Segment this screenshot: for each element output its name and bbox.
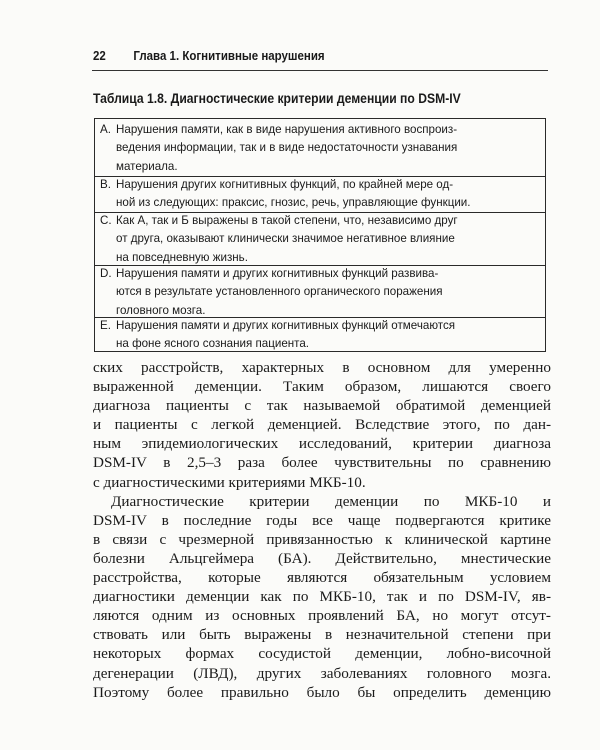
criterion-line: ются в результате установленного органического поражения (116, 285, 443, 299)
chapter-title: Глава 1. Когнитивные нарушения (133, 49, 325, 63)
criterion-c (100, 212, 546, 267)
body-line: ских расстройств, характерных в основном для умеренно (93, 359, 551, 376)
body-line: DSM-IV в 2,5–3 раза более чувствительны по сравнению (93, 454, 551, 472)
criterion-b (100, 176, 546, 213)
criterion-line: Нарушения памяти и других когнитивных функций отмечаются (116, 319, 456, 332)
criterion-line: Как А, так и Б выражены в такой степени, что, независимо друг (116, 214, 458, 227)
body-line: болезни Альцгеймера (БА). Действительно, мнестические (93, 549, 551, 567)
body-line: некоторых формах сосудистой деменции, лобно-височной (93, 645, 551, 663)
body-line: расстройства, которые являются обязательным условием (93, 569, 551, 587)
criterion-d (100, 265, 546, 320)
criterion-a (100, 121, 546, 176)
criterion-line: ведения информации, так и в виде недостаточности узнавания (116, 141, 458, 155)
criterion-line: Нарушения других когнитивных функций, по крайней мере од- (116, 178, 454, 191)
body-line: и пациенты с легкой деменцией. Вследствие этого, по дан- (93, 416, 551, 434)
page-number: 22 (93, 49, 106, 63)
body-line: Диагностические критерии деменции по МКБ-10 и (111, 492, 551, 510)
body-line: диагноза пациенты с так называемой обратимой деменцией (93, 397, 551, 415)
header-divider (92, 70, 548, 71)
body-line: с диагностическими критериями МКБ-10. (93, 473, 366, 491)
criterion-line: на повседневную жизнь. (116, 250, 248, 264)
body-line: диагностики деменции как по МКБ-10, так и по DSM-IV, яв- (93, 588, 551, 606)
criterion-line: ной из следующих: праксис, гнозис, речь, управляющие функции. (116, 196, 471, 210)
body-line: Поэтому более правильно было бы определить деменцию (93, 683, 551, 701)
criterion-line: Нарушения памяти и других когнитивных функций развива- (116, 267, 439, 280)
criterion-line: материала. (116, 159, 178, 173)
criterion-line: на фоне ясного сознания пациента. (116, 337, 310, 351)
body-line: ствовать или быть выражены в незначительной степени при (93, 626, 551, 644)
body-line: в связи с чрезмерной привязанностью к клинической картине (93, 530, 551, 548)
criterion-letter: A. (100, 123, 111, 136)
body-line: ляются одним из основных проявлений БА, но могут отсут- (93, 607, 551, 625)
criterion-letter: C. (100, 214, 112, 227)
criterion-e (100, 317, 546, 354)
criterion-letter: D. (100, 267, 112, 280)
body-line: DSM-IV в последние годы все чаще подвергаются критике (93, 511, 551, 529)
criterion-line: Нарушения памяти, как в виде нарушения активного воспроиз- (116, 123, 458, 136)
body-line: дегенерации (ЛВД), других заболеваниях головного мозга. (93, 664, 551, 682)
criterion-line: от друга, оказывают клинически значимое негативное влияние (116, 232, 455, 246)
criterion-letter: B. (100, 178, 111, 191)
criterion-line: головного мозга. (116, 303, 206, 317)
body-text (93, 358, 551, 702)
running-header (93, 49, 513, 63)
table-caption: Таблица 1.8. Диагностические критерии деменции по DSM-IV (93, 91, 461, 106)
body-line: выраженной деменции. Таким образом, лишаются своего (93, 378, 551, 396)
criterion-letter: E. (100, 319, 111, 332)
body-line: ным эпидемиологических исследований, критерии диагноза (93, 435, 551, 453)
